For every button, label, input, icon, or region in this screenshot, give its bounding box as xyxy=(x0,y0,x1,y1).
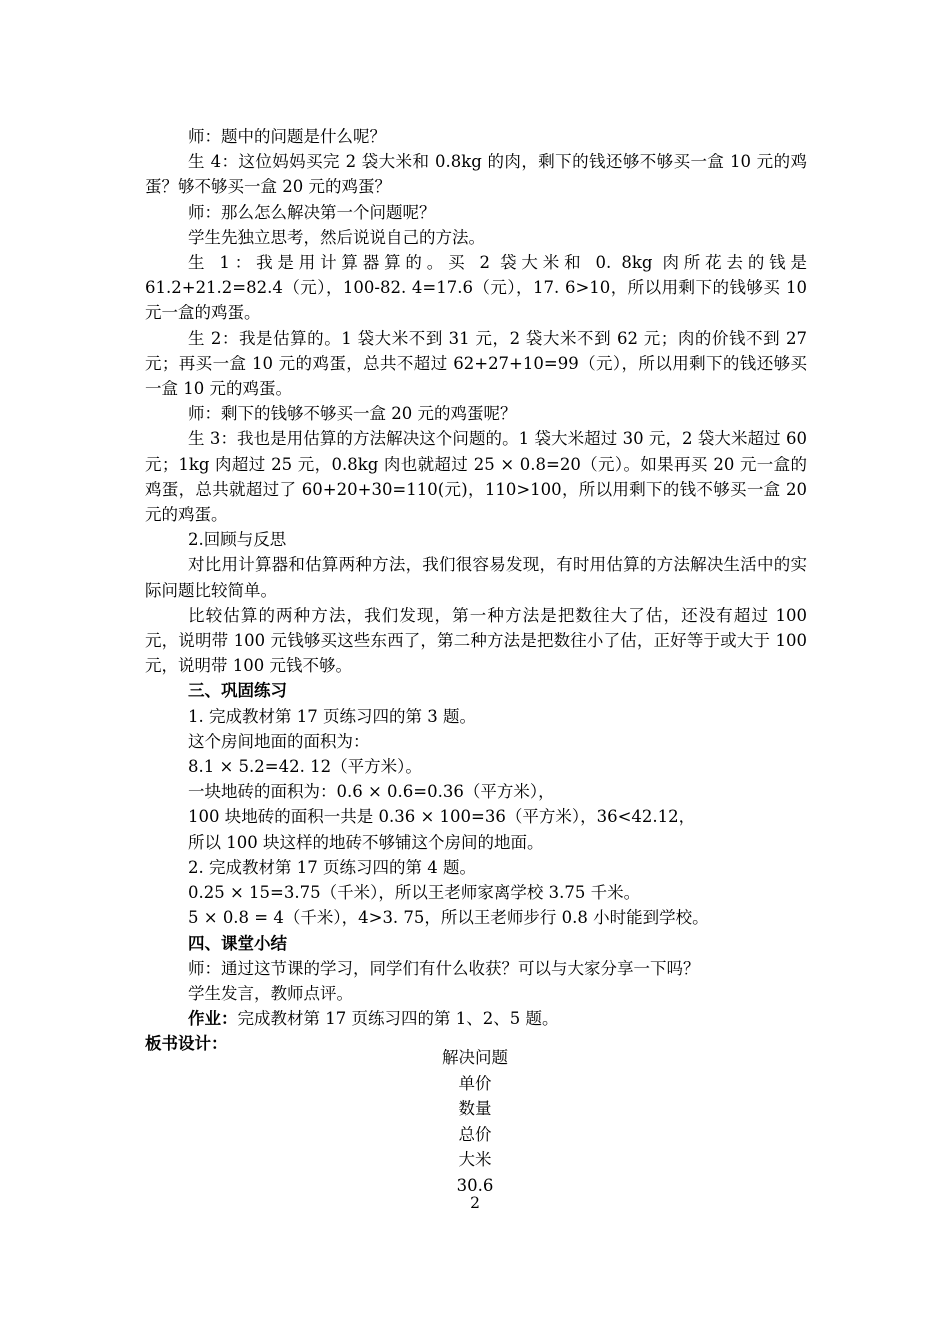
paragraph: 对比用计算器和估算两种方法，我们很容易发现，有时用估算的方法解决生活中的实际问题比较简单。 xyxy=(145,555,807,600)
board-line: 数量 xyxy=(458,1099,492,1118)
paragraph: 所以 100 块这样的地砖不够铺这个房间的地面。 xyxy=(188,832,544,852)
paragraph: 生 3：我也是用估算的方法解决这个问题的。1 袋大米超过 30 元，2 袋大米超过 60 元；1kg 肉超过 25 元，0.8kg 肉也就超过 25 × 0.8=20（元）。如果再买 20 元一盒的鸡蛋，总共就超过了 60+20+30=110(元)，110>100，所以用剩下的钱不够买一盒 20 元的鸡蛋。 xyxy=(145,429,807,525)
paragraph: 一块地砖的面积为：0.6 × 0.6=0.36（平方米）， xyxy=(188,782,555,802)
paragraph: 0.25 × 15=3.75（千米），所以王老师家离学校 3.75 千米。 xyxy=(188,883,641,903)
paragraph: 师：题中的问题是什么呢？ xyxy=(188,127,386,146)
board-design xyxy=(0,1045,950,1198)
paragraph: 生 2：我是估算的。1 袋大米不到 31 元，2 袋大米不到 62 元；肉的价钱不到 27 元；再买一盒 10 元的鸡蛋，总共不超过 62+27+10=99（元），所以用剩下的钱还够买一盒 10 元的鸡蛋。 xyxy=(145,328,807,399)
paragraph: 师：那么怎么解决第一个问题呢？ xyxy=(188,202,436,222)
paragraph: 100 块地砖的面积一共是 0.36 × 100=36（平方米），36<42.12， xyxy=(188,807,696,827)
paragraph: 5 × 0.8 = 4（千米），4>3. 75，所以王老师步行 0.8 小时能到学校。 xyxy=(188,908,709,928)
section-heading: 三、巩固练习 xyxy=(188,681,287,701)
page-number: 2 xyxy=(470,1194,480,1212)
homework-text: 完成教材第 17 页练习四的第 1、2、5 题。 xyxy=(237,1009,559,1029)
paragraph: 这个房间地面的面积为： xyxy=(188,731,370,751)
homework-line xyxy=(145,1006,807,1031)
board-line: 单价 xyxy=(458,1073,492,1093)
paragraph: 生 1：我是用计算器算的。买 2 袋大米和 0. 8kg 肉所花去的钱是 61.2+21.2=82.4（元），100-82. 4=17.6（元），17. 6>10，所以用剩下的钱够买 10 元一盒的鸡蛋。 xyxy=(145,253,807,323)
paragraph: 比较估算的两种方法，我们发现，第一种方法是把数往大了估，还没有超过 100 元，说明带 100 元钱够买这些东西了，第二种方法是把数往小了估，正好等于或大于 100 元，说明带 100 元钱不够。 xyxy=(145,605,807,676)
board-design-title: 板书设计： xyxy=(145,1034,228,1054)
homework-label: 作业： xyxy=(188,1009,238,1029)
body-text xyxy=(145,124,807,1057)
paragraph: 生 4：这位妈妈买完 2 袋大米和 0.8kg 的肉，剩下的钱还够不够买一盒 10 元的鸡蛋？够不够买一盒 20 元的鸡蛋？ xyxy=(145,152,807,197)
board-line: 解决问题 xyxy=(442,1048,508,1067)
paragraph: 师：通过这节课的学习，同学们有什么收获？可以与大家分享一下吗？ xyxy=(188,958,700,978)
section-subheading: 2.回顾与反思 xyxy=(188,530,287,550)
paragraph: 学生发言，教师点评。 xyxy=(188,983,353,1003)
section-heading: 四、课堂小结 xyxy=(188,933,287,953)
paragraph: 1. 完成教材第 17 页练习四的第 3 题。 xyxy=(188,706,476,726)
paragraph: 学生先独立思考，然后说说自己的方法。 xyxy=(188,227,485,247)
board-line: 总价 xyxy=(458,1124,492,1144)
paragraph: 2. 完成教材第 17 页练习四的第 4 题。 xyxy=(188,857,476,877)
board-line: 30.6 xyxy=(456,1175,494,1195)
paragraph: 师：剩下的钱够不够买一盒 20 元的鸡蛋呢？ xyxy=(188,404,517,424)
board-line: 大米 xyxy=(458,1150,492,1169)
paragraph: 8.1 × 5.2=42. 12（平方米）。 xyxy=(188,757,422,777)
